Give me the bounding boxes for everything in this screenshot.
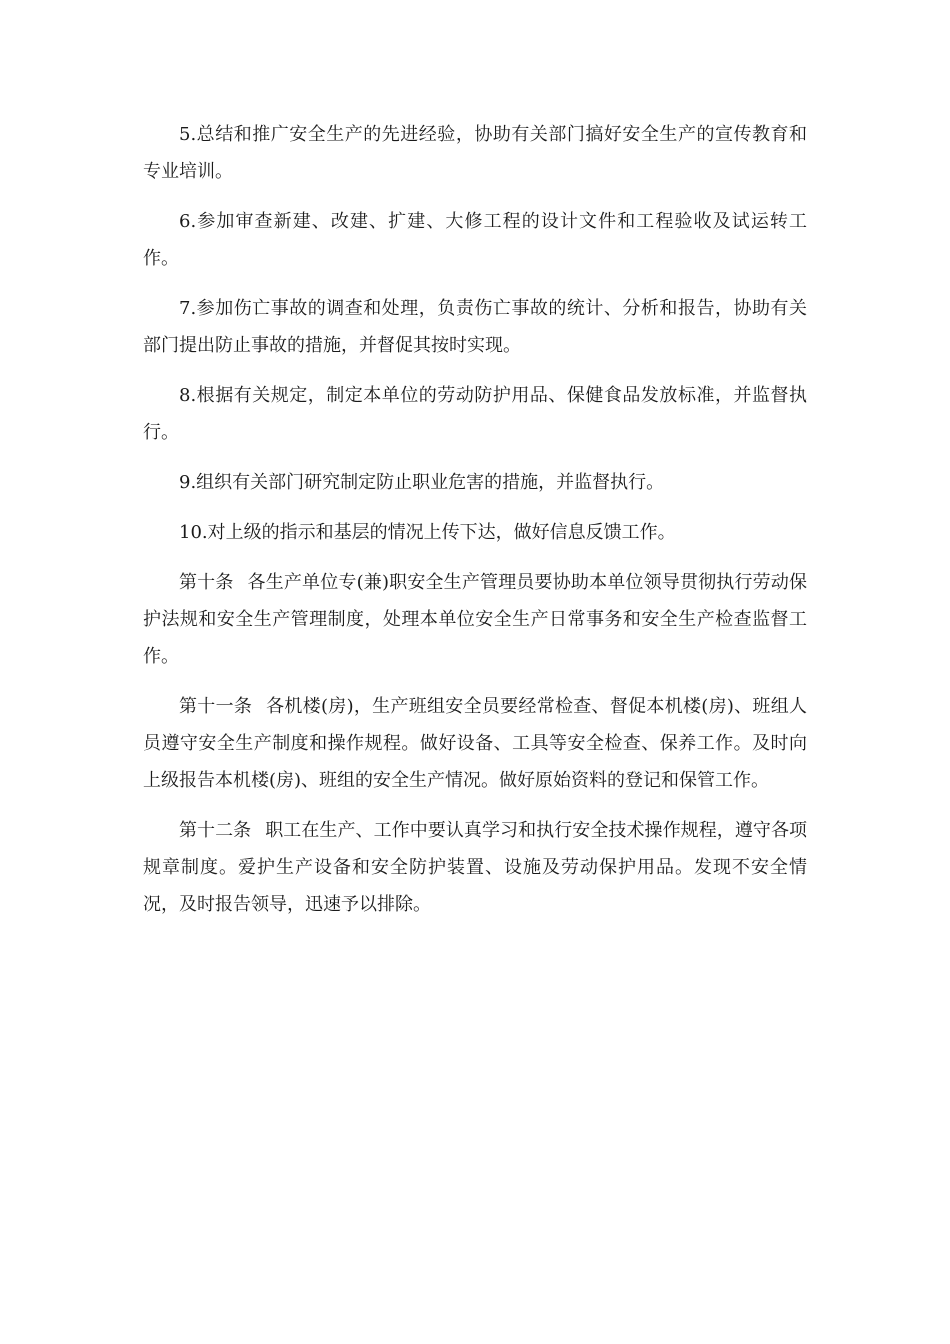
list-item-6: 6.参加审查新建、改建、扩建、大修工程的设计文件和工程验收及试运转工作。 [143, 211, 807, 269]
list-item-7: 7.参加伤亡事故的调查和处理，负责伤亡事故的统计、分析和报告，协助有关部门提出防止事故的措施，并督促其按时实现。 [143, 298, 807, 356]
article-11-title: 第十一条 [179, 696, 253, 717]
article-12 [143, 812, 807, 923]
list-item-5: 5.总结和推广安全生产的先进经验，协助有关部门搞好安全生产的宣传教育和专业培训。 [143, 124, 807, 182]
article-11 [143, 688, 807, 799]
document-body [143, 116, 807, 936]
list-item-9: 9.组织有关部门研究制定防止职业危害的措施，并监督执行。 [179, 472, 665, 493]
article-10-body: 各生产单位专(兼)职安全生产管理员要协助本单位领导贯彻执行劳动保护法规和安全生产管理制度，处理本单位安全生产日常事务和安全生产检查监督工作。 [143, 572, 808, 667]
list-item-10: 10.对上级的指示和基层的情况上传下达，做好信息反馈工作。 [179, 522, 676, 543]
article-10-title: 第十条 [179, 572, 234, 593]
list-item-8: 8.根据有关规定，制定本单位的劳动防护用品、保健食品发放标准，并监督执行。 [143, 385, 807, 443]
article-12-body: 职工在生产、工作中要认真学习和执行安全技术操作规程，遵守各项规章制度。爱护生产设备和安全防护装置、设施及劳动保护用品。发现不安全情况，及时报告领导，迅速予以排除。 [143, 820, 808, 915]
article-12-title: 第十二条 [179, 820, 252, 841]
article-11-body: 各机楼(房)，生产班组安全员要经常检查、督促本机楼(房)、班组人员遵守安全生产制度和操作规程。做好设备、工具等安全检查、保养工作。及时向上级报告本机楼(房)、班组的安全生产情况。做好原始资料的登记和保管工作。 [143, 696, 808, 791]
article-10 [143, 564, 807, 675]
